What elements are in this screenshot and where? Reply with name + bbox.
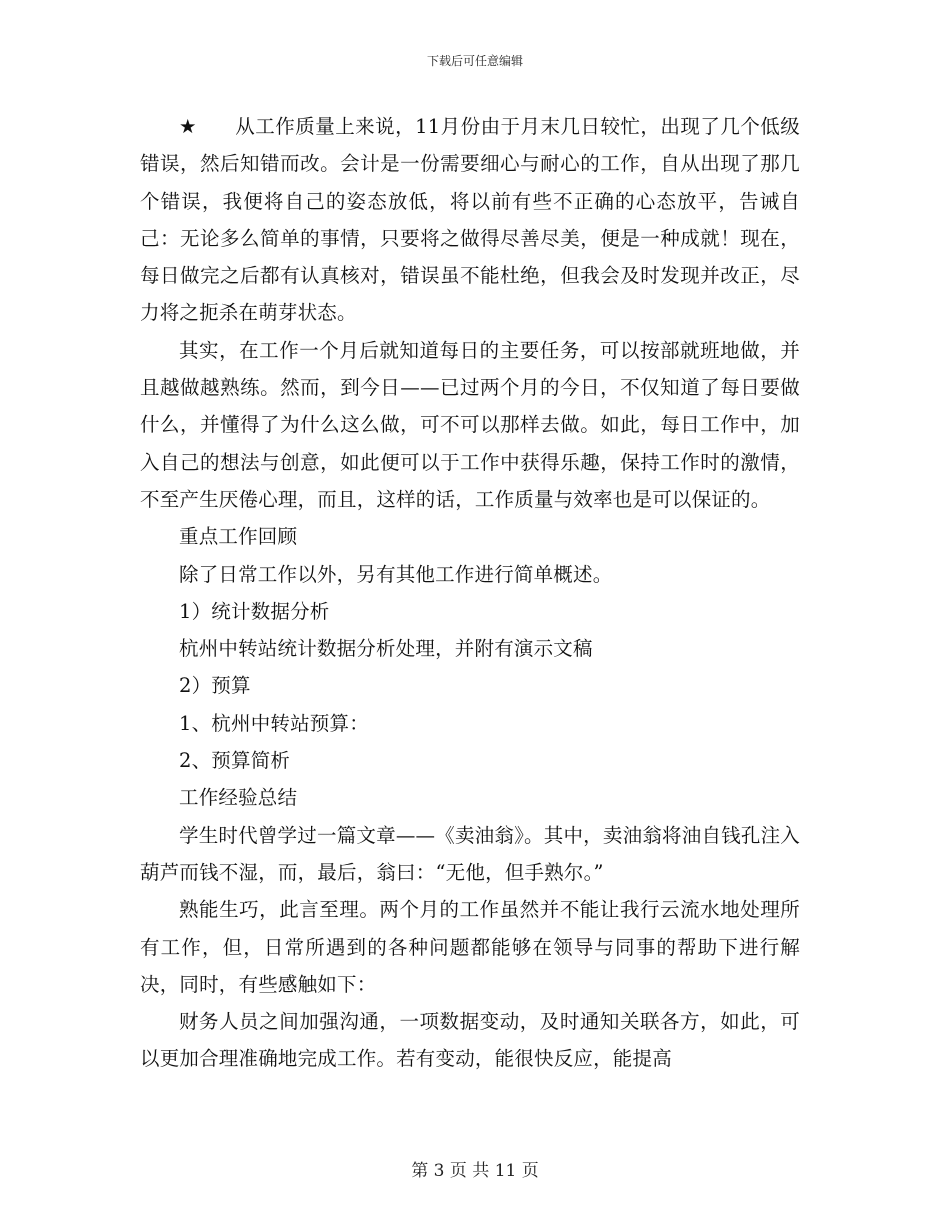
list-item-statistics-desc: 杭州中转站统计数据分析处理，并附有演示文稿 [179, 637, 593, 661]
list-item-budget: 2）预算 [179, 674, 251, 698]
paragraph-communication: 财务人员之间加强沟通，一项数据变动，及时通知关联各方，如此，可以更加合理准确地完成工作。若有变动，能很快反应，能提高 [140, 1010, 800, 1071]
heading-key-work-review: 重点工作回顾 [179, 525, 298, 549]
paragraph-oil-seller: 学生时代曾学过一篇文章——《卖油翁》。其中，卖油翁将油自钱孔注入葫芦而钱不湿，而，最后，翁曰：“无他，但手熟尔。” [140, 823, 800, 884]
document-body [140, 108, 800, 1078]
star-bullet-icon: ★ [179, 115, 197, 138]
list-subitem-budget-analysis: 2、预算简析 [179, 749, 291, 773]
page-footer: 第 3 页 共 11 页 [411, 1161, 539, 1181]
paragraph-practice: 熟能生巧，此言至理。两个月的工作虽然并不能让我行云流水地处理所有工作，但，日常所遇到的各种问题都能够在领导与同事的帮助下进行解决，同时，有些感触如下： [140, 898, 800, 996]
paragraph-daily-tasks: 其实，在工作一个月后就知道每日的主要任务，可以按部就班地做，并且越做越熟练。然而，到今日——已过两个月的今日，不仅知道了每日要做什么，并懂得了为什么这么做，可不可以那样去做。如此，每日工作中，加入自己的想法与创意，如此便可以于工作中获得乐趣，保持工作时的激情，不至产生厌倦心理，而且，这样的话，工作质量与效率也是可以保证的。 [140, 338, 800, 511]
page-header: 下载后可任意编辑 [426, 54, 523, 68]
heading-experience-summary: 工作经验总结 [179, 786, 298, 810]
list-item-statistics: 1）统计数据分析 [179, 599, 330, 623]
paragraph-work-quality [140, 108, 800, 332]
paragraph-work-quality-text: 从工作质量上来说，11月份由于月末几日较忙，出现了几个低级错误，然后知错而改。会计是一份需要细心与耐心的工作，自从出现了那几个错误，我便将自己的姿态放低，将以前有些不正确的心态放平，告诫自己：无论多么简单的事情，只要将之做得尽善尽美，便是一种成就！现在，每日做完之后都有认真核对，错误虽不能杜绝，但我会及时发现并改正，尽力将之扼杀在萌芽状态。 [140, 115, 800, 325]
list-subitem-budget-hangzhou: 1、杭州中转站预算： [179, 711, 369, 735]
paragraph-other-work: 除了日常工作以外，另有其他工作进行简单概述。 [179, 562, 613, 586]
